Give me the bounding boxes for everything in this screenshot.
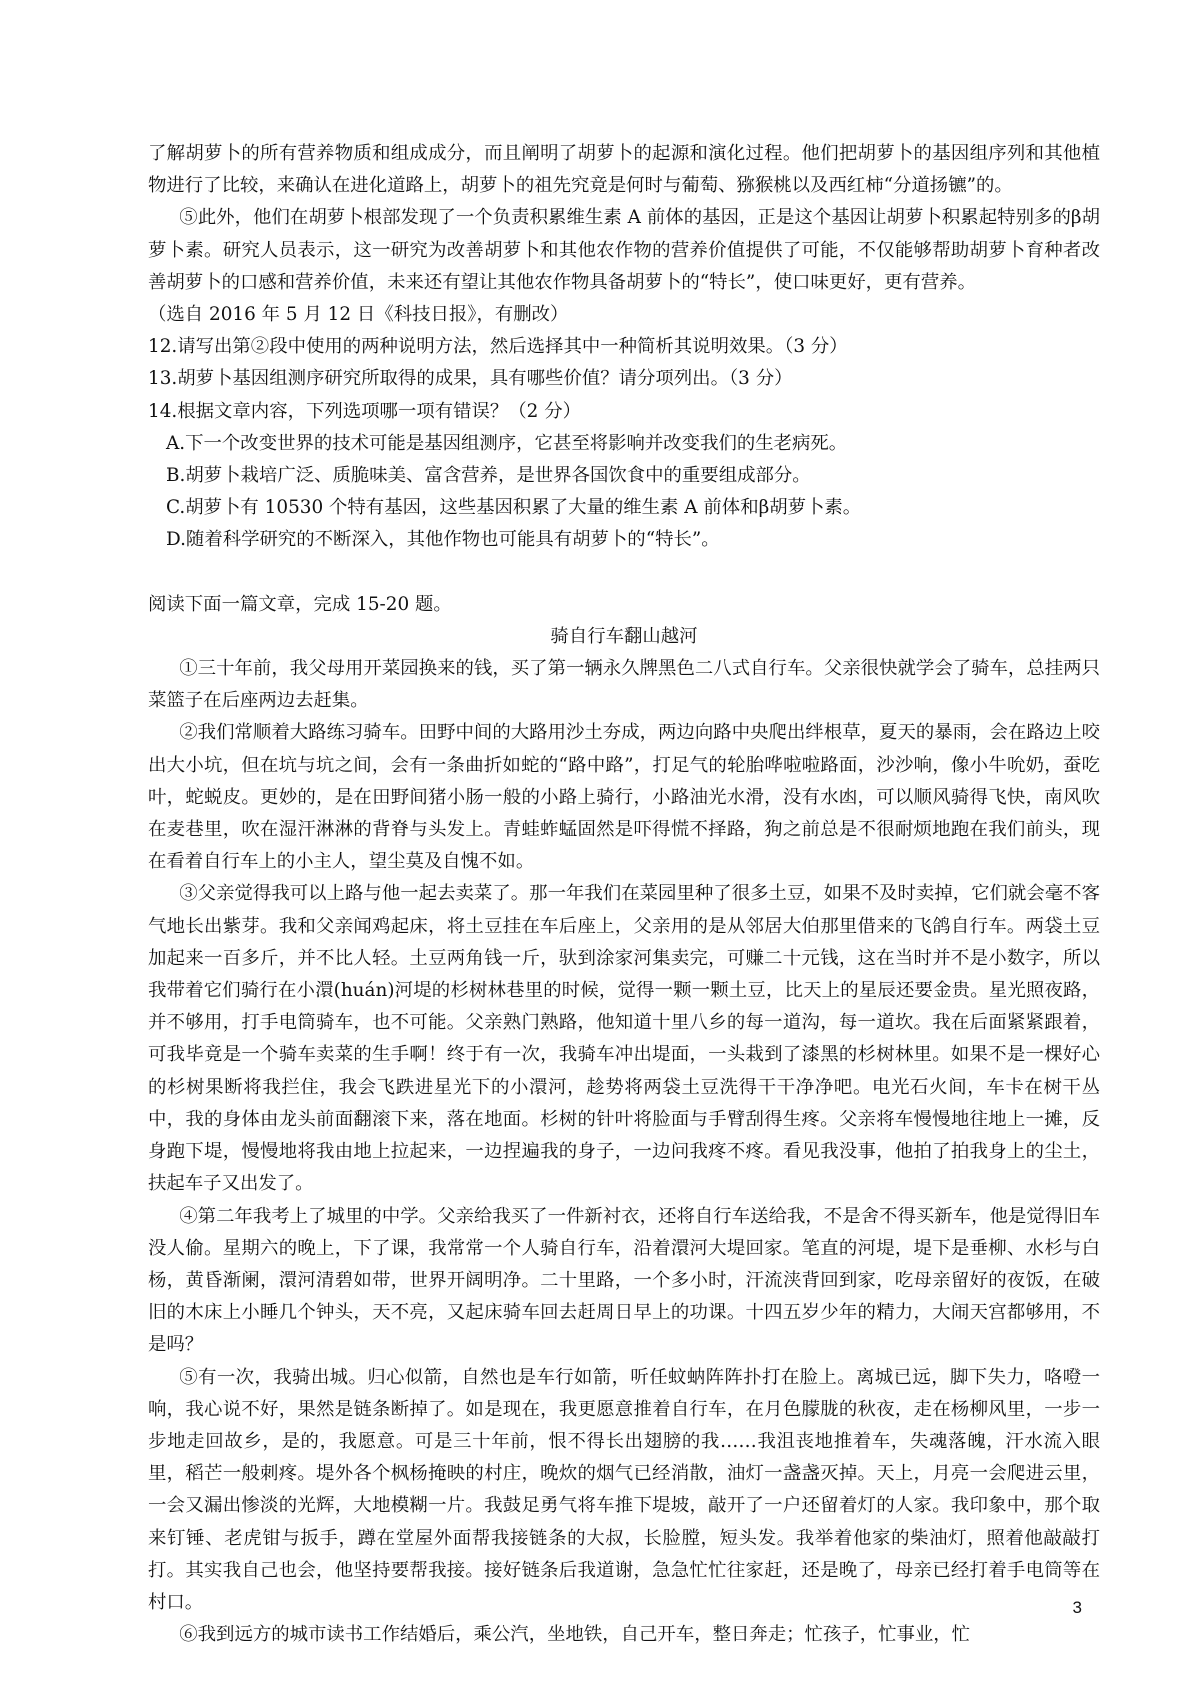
option-a: A.下一个改变世界的技术可能是基因组测序，它甚至将影响并改变我们的生老病死。 <box>166 432 848 454</box>
article2-paragraph-6: ⑥我到远方的城市读书工作结婚后，乘公汽，坐地铁，自己开车，整日奔走；忙孩子，忙事业，忙 <box>179 1624 971 1646</box>
option-b: B.胡萝卜栽培广泛、质脆味美、富含营养，是世界各国饮食中的重要组成部分。 <box>166 465 811 487</box>
page-number: 3 <box>1072 1598 1082 1617</box>
article2-paragraph-1: ①三十年前，我父母用开菜园换来的钱，买了第一辆永久牌黑色二八式自行车。父亲很快就学会了骑车，总挂两只菜篮子在后座两边去赶集。 <box>148 658 1100 712</box>
article2-paragraph-2: ②我们常顺着大路练习骑车。田野中间的大路用沙土夯成，两边向路中央爬出绊根草，夏天的暴雨，会在路边上咬出大小坑，但在坑与坑之间，会有一条曲折如蛇的“路中路”，打足气的轮胎哗啦啦路面，沙沙响，像小牛吮奶，蚕吃叶，蛇蜕皮。更妙的，是在田野间猪小肠一般的小路上骑行，小路油光水滑，没有水凼，可以顺风骑得飞快，南风吹在麦巷里，吹在湿汗淋淋的背脊与头发上。青蛙蚱蜢固然是吓得慌不择路，狗之前总是不很耐烦地跑在我们前头，现在看着自行车上的小主人，望尘莫及自愧不如。 <box>148 722 1100 873</box>
article1-paragraph-continued: 了解胡萝卜的所有营养物质和组成成分，而且阐明了胡萝卜的起源和演化过程。他们把胡萝卜的基因组序列和其他植物进行了比较，来确认在进化道路上，胡萝卜的祖先究竟是何时与葡萄、猕猴桃以及西红柿“分道扬镳”的。 <box>148 143 1100 197</box>
article-title: 骑自行车翻山越河 <box>550 625 698 647</box>
reading-instruction: 阅读下面一篇文章，完成 15-20 题。 <box>148 593 452 615</box>
article2-paragraph-3: ③父亲觉得我可以上路与他一起去卖菜了。那一年我们在菜园里种了很多土豆，如果不及时卖掉，它们就会毫不客气地长出紫芽。我和父亲闻鸡起床，将土豆挂在车后座上，父亲用的是从邻居大伯那里借来的飞鸽自行车。两袋土豆加起来一百多斤，并不比人轻。土豆两角钱一斤，驮到涂家河集卖完，可赚二十元钱，这在当时并不是小数字，所以我带着它们骑行在小澴(huán)河堤的杉树林巷里的时候，觉得一颗一颗土豆，比天上的星辰还要金贵。星光照夜路，并不够用，打手电筒骑车，也不可能。父亲熟门熟路，他知道十里八乡的每一道沟，每一道坎。我在后面紧紧跟着，可我毕竟是一个骑车卖菜的生手啊！终于有一次，我骑车冲出堤面，一头栽到了漆黑的杉树林里。如果不是一棵好心的杉树果断将我拦住，我会飞跌进星光下的小澴河，趁势将两袋土豆洗得干干净净吧。电光石火间，车卡在树干丛中，我的身体由龙头前面翻滚下来，落在地面。杉树的针叶将脸面与手臂刮得生疼。父亲将车慢慢地往地上一摊，反身跑下堤，慢慢地将我由地上拉起来，一边捏遍我的身子，一边问我疼不疼。看见我没事，他拍了拍我身上的尘土，扶起车子又出发了。 <box>148 883 1100 1195</box>
article1-paragraph-5: ⑤此外，他们在胡萝卜根部发现了一个负责积累维生素 A 前体的基因，正是这个基因让胡萝卜积累起特别多的β胡萝卜素。研究人员表示，这一研究为改善胡萝卜和其他农作物的营养价值提供了可能，不仅能够帮助胡萝卜育种者改善胡萝卜的口感和营养价值，未来还有望让其他农作物具备胡萝卜的“特长”，使口味更好，更有营养。 <box>148 207 1100 293</box>
article2-paragraph-5: ⑤有一次，我骑出城。归心似箭，自然也是车行如箭，听任蚊蚋阵阵扑打在脸上。离城已远，脚下失力，咯噔一响，我心说不好，果然是链条断掉了。如是现在，我更愿意推着自行车，在月色朦胧的秋夜，走在杨柳风里，一步一步地走回故乡，是的，我愿意。可是三十年前，恨不得长出翅膀的我……我沮丧地推着车，失魂落魄，汗水流入眼里，稻芒一般刺疼。堤外各个枫杨掩映的村庄，晚炊的烟气已经消散，油灯一盏盏灭掉。天上，月亮一会爬进云里，一会又漏出惨淡的光辉，大地模糊一片。我鼓足勇气将车推下堤坡，敲开了一户还留着灯的人家。我印象中，那个取来钉锤、老虎钳与扳手，蹲在堂屋外面帮我接链条的大叔，长脸膛，短头发。我举着他家的柴油灯，照着他敲敲打打。其实我自己也会，他坚持要帮我接。接好链条后我道谢，急急忙忙往家赶，还是晚了，母亲已经打着手电筒等在村口。 <box>148 1366 1100 1613</box>
question-13: 13.胡萝卜基因组测序研究所取得的成果，具有哪些价值？请分项列出。（3 分） <box>148 368 793 390</box>
question-12: 12.请写出第②段中使用的两种说明方法，然后选择其中一种简析其说明效果。（3 分） <box>148 336 848 358</box>
article1-source: （选自 2016 年 5 月 12 日《科技日报》，有删改） <box>148 304 569 326</box>
option-c: C.胡萝卜有 10530 个特有基因，这些基因积累了大量的维生素 A 前体和β胡萝卜素。 <box>166 497 862 519</box>
section-gap <box>148 557 1100 589</box>
question-14: 14.根据文章内容，下列选项哪一项有错误？（2 分） <box>148 400 581 422</box>
option-d: D.随着科学研究的不断深入，其他作物也可能具有胡萝卜的“特长”。 <box>166 529 720 551</box>
article2-paragraph-4: ④第二年我考上了城里的中学。父亲给我买了一件新衬衣，还将自行车送给我，不是舍不得买新车，他是觉得旧车没人偷。星期六的晚上，下了课，我常常一个人骑自行车，沿着澴河大堤回家。笔直的河堤，堤下是垂柳、水杉与白杨，黄昏渐阑，澴河清碧如带，世界开阔明净。二十里路，一个多小时，汗流浃背回到家，吃母亲留好的夜饭，在破旧的木床上小睡几个钟头，天不亮，又起床骑车回去赶周日早上的功课。十四五岁少年的精力，大闹天宫都够用，不是吗？ <box>148 1205 1100 1356</box>
